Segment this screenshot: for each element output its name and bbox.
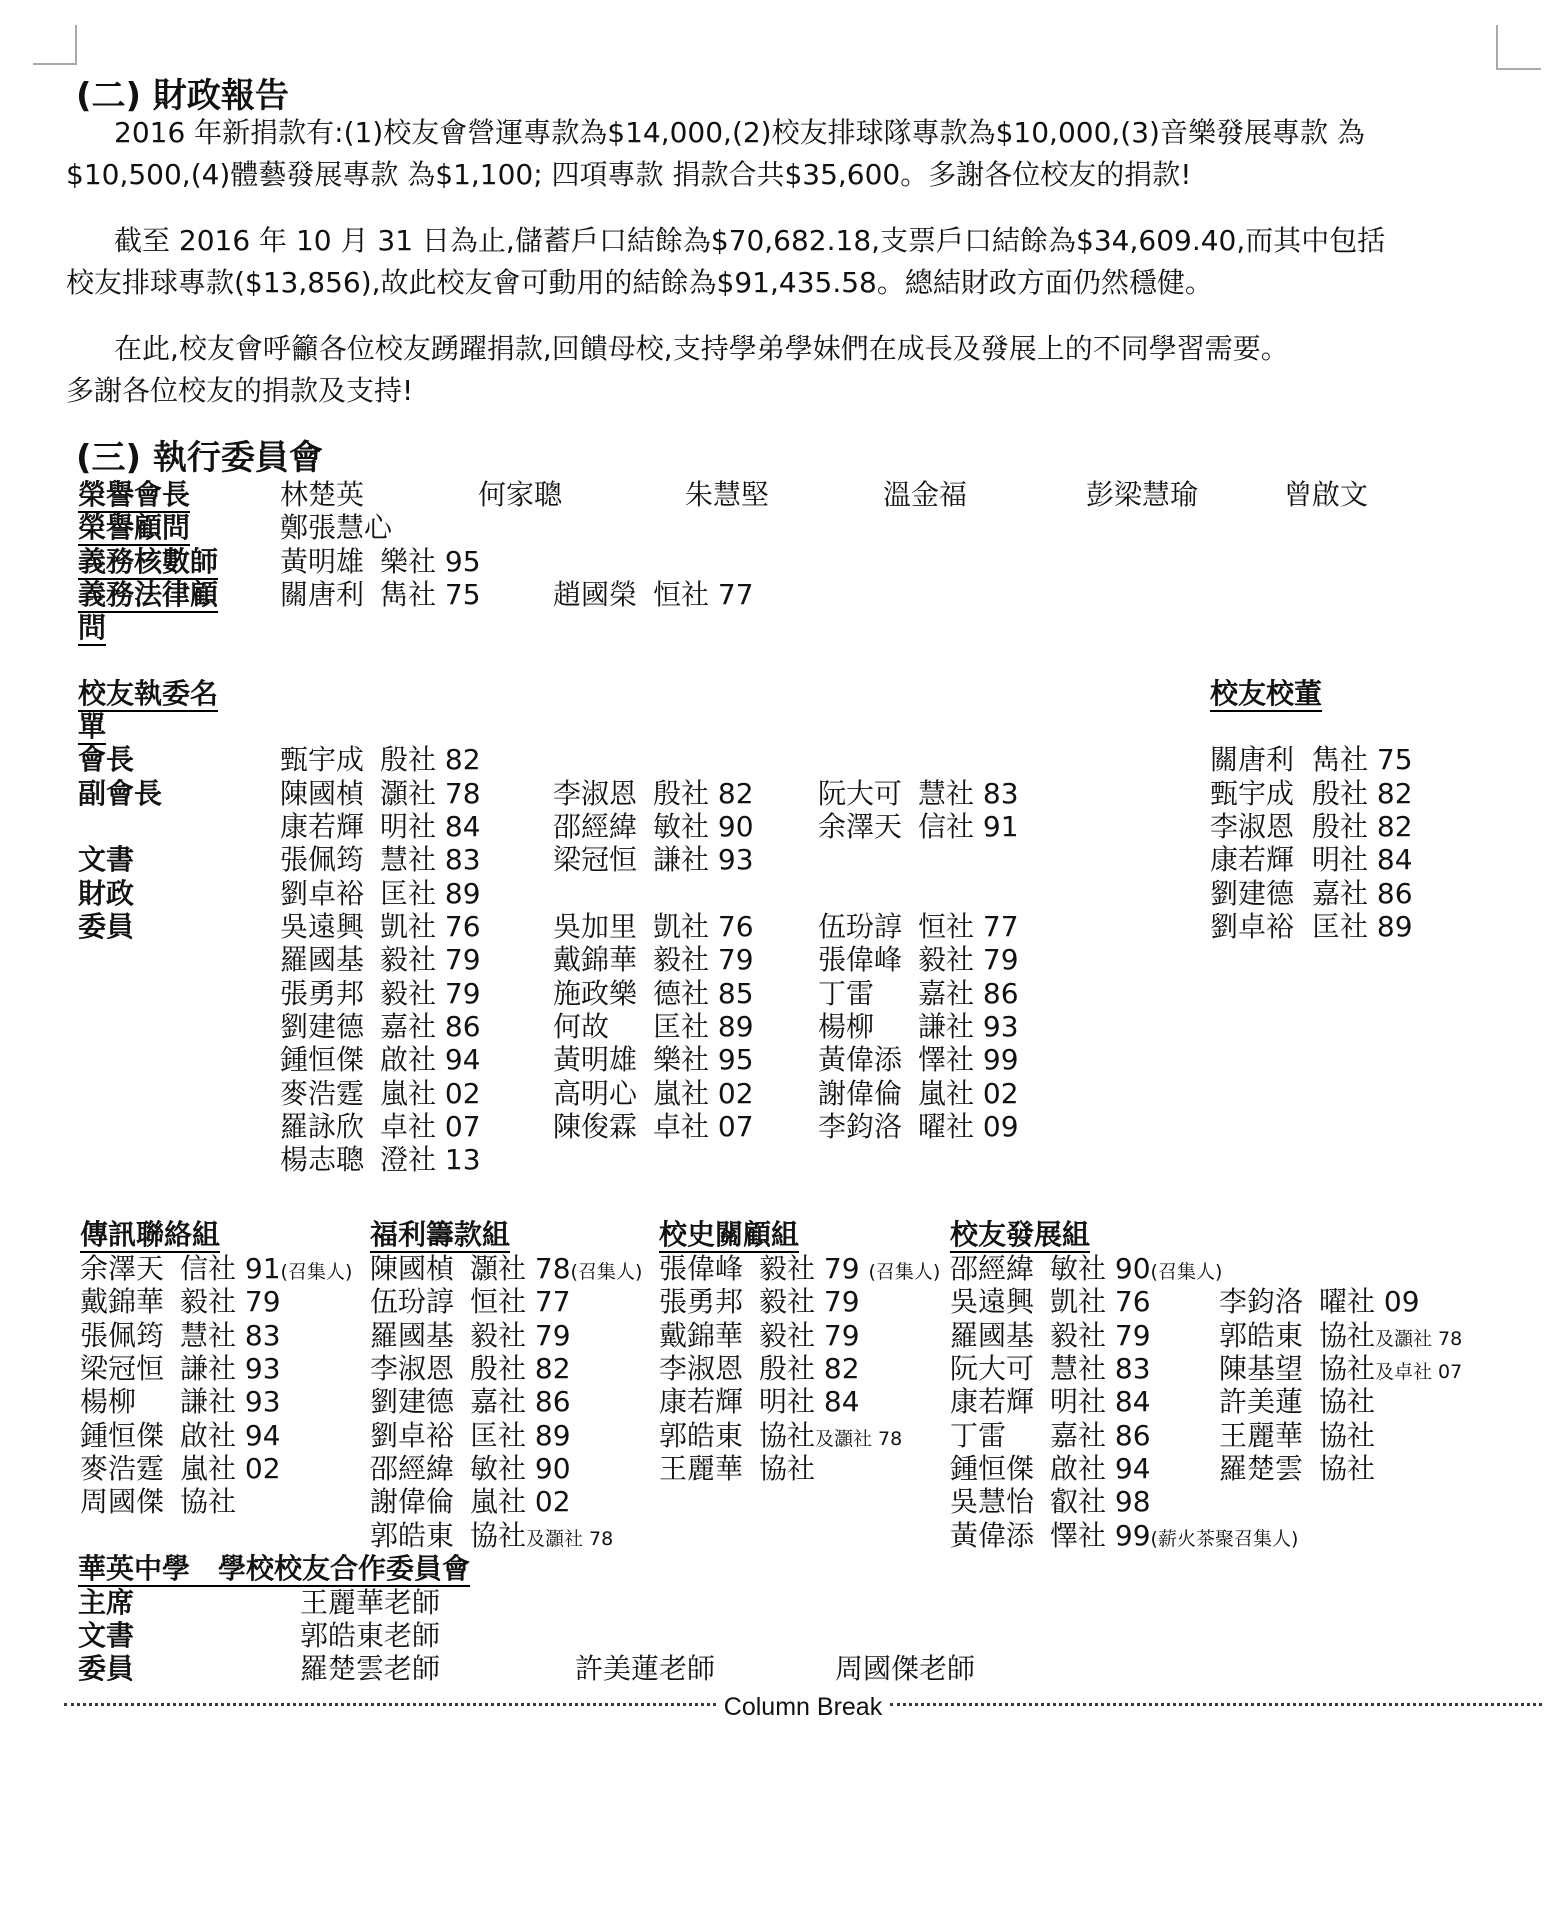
text-cell: 殷社 82 <box>470 1352 571 1385</box>
text-cell: 嵐社 02 <box>918 1077 1019 1110</box>
text-cell: 卓社 07 <box>380 1110 481 1143</box>
text-cell: 匡社 89 <box>1312 910 1413 943</box>
text-cell: 協社及灝社 78 <box>1319 1319 1463 1352</box>
text-cell: 信社 91(召集人) <box>180 1252 353 1285</box>
text-cell: 劉建德 <box>370 1385 455 1418</box>
text-cell: 陳國楨 <box>370 1252 455 1285</box>
text-cell: 王麗華老師 <box>300 1586 441 1619</box>
text-cell: 張佩筠 <box>80 1319 165 1352</box>
text-cell: 邵經緯 <box>370 1452 455 1485</box>
text-cell: 謙社 93 <box>918 1010 1019 1043</box>
role-treasurer: 財政 <box>78 877 135 910</box>
text-cell: 郭皓東 <box>1219 1319 1304 1352</box>
text-cell: 郭皓東 <box>370 1519 455 1552</box>
text-cell: 施政樂 <box>553 977 638 1010</box>
text-cell: 嵐社 02 <box>180 1452 281 1485</box>
text-cell: 嘉社 86 <box>1050 1419 1151 1452</box>
text-cell: 謙社 93 <box>180 1352 281 1385</box>
small-annotation: (召集人) <box>570 1261 643 1283</box>
role-chairman: 主席 <box>78 1586 135 1619</box>
text-cell: 毅社 79 <box>759 1319 860 1352</box>
text-cell: 敏社 90(召集人) <box>1050 1252 1223 1285</box>
small-annotation: 及灝社 78 <box>1375 1328 1463 1350</box>
text-cell: 吳遠興 <box>950 1285 1035 1318</box>
directors-heading: 校友校董 <box>1210 677 1323 710</box>
text-cell: 匡社 89 <box>380 877 481 910</box>
text-cell: 灝社 78(召集人) <box>470 1252 643 1285</box>
small-annotation: (薪火茶聚召集人) <box>1150 1528 1299 1550</box>
text-cell: 匡社 89 <box>653 1010 754 1043</box>
text-cell: 余澤天 <box>818 810 903 843</box>
text-cell: 劉卓裕 <box>1210 910 1295 943</box>
text-cell: 甄宇成 <box>1210 777 1295 810</box>
text-cell: 邵經緯 <box>950 1252 1035 1285</box>
text-cell: 丁雷 <box>818 977 875 1010</box>
text-cell: 啟社 94 <box>180 1419 281 1452</box>
text-cell: 謝偉倫 <box>370 1485 455 1518</box>
text-cell: 吳慧怡 <box>950 1485 1035 1518</box>
role-honorary-auditor: 義務核數師 <box>78 545 219 578</box>
text-cell: 黃明雄 <box>553 1043 638 1076</box>
role-vice-president: 副會長 <box>78 777 163 810</box>
role-honorary-advisor: 榮譽顧問 <box>78 511 191 544</box>
text-cell: 協社 <box>1319 1452 1376 1485</box>
text-cell: 趙國榮 <box>553 578 638 611</box>
role-president: 會長 <box>78 743 135 776</box>
column-break-label: Column Break <box>723 1693 883 1721</box>
text-cell: 吳遠興 <box>280 910 365 943</box>
text-cell: 王麗華 <box>1219 1419 1304 1452</box>
text-cell: 協社及灝社 78 <box>470 1519 614 1552</box>
text-cell: 戴錦華 <box>80 1285 165 1318</box>
text-cell: 謝偉倫 <box>818 1077 903 1110</box>
text-cell: 周國傑老師 <box>835 1652 976 1685</box>
text-cell: 明社 84 <box>1050 1385 1151 1418</box>
text-cell: 殷社 82 <box>1312 810 1413 843</box>
text-cell: 凱社 76 <box>653 910 754 943</box>
text-cell: 鍾恒傑 <box>280 1043 365 1076</box>
text-cell: 慧社 83 <box>1050 1352 1151 1385</box>
text-cell: 張佩筠 <box>280 843 365 876</box>
text-cell: 雋社 75 <box>1312 743 1413 776</box>
text-cell: 郭皓東老師 <box>300 1619 441 1652</box>
text-cell: 吳加里 <box>553 910 638 943</box>
text-cell: 李淑恩 <box>659 1352 744 1385</box>
text-cell: 協社及灝社 78 <box>759 1419 903 1452</box>
text-cell: 灝社 78 <box>380 777 481 810</box>
text-cell: 許美蓮老師 <box>575 1652 716 1685</box>
text-cell: 邵經緯 <box>553 810 638 843</box>
finance-report-heading: (二) 財政報告 <box>76 76 289 116</box>
text-cell: 伍玢諄 <box>370 1285 455 1318</box>
text-cell: 協社 <box>180 1485 237 1518</box>
text-cell: 嘉社 86 <box>918 977 1019 1010</box>
small-annotation: 及灝社 78 <box>815 1428 903 1450</box>
role-member: 委員 <box>78 1652 135 1685</box>
text-cell: 張勇邦 <box>659 1285 744 1318</box>
text-cell: 朱慧堅 <box>685 478 770 511</box>
text-cell: 羅楚雲老師 <box>300 1652 441 1685</box>
text-cell: 李鈞洛 <box>818 1110 903 1143</box>
text-cell: 慧社 83 <box>380 843 481 876</box>
text-cell: 鄭張慧心 <box>280 511 393 544</box>
text-cell: 殷社 82 <box>653 777 754 810</box>
text-cell: 曜社 09 <box>918 1110 1019 1143</box>
text-cell: 溫金福 <box>883 478 968 511</box>
text-cell: 劉卓裕 <box>280 877 365 910</box>
text-cell: 謙社 93 <box>653 843 754 876</box>
executive-committee-heading: (三) 執行委員會 <box>76 438 323 478</box>
text-cell: 毅社 79 <box>653 943 754 976</box>
text-cell: 戴錦華 <box>553 943 638 976</box>
text-cell: 劉建德 <box>280 1010 365 1043</box>
role-member: 委員 <box>78 910 135 943</box>
text-cell: 恒社 77 <box>470 1285 571 1318</box>
text-cell: 協社 <box>1319 1419 1376 1452</box>
text-cell: 楊柳 <box>80 1385 137 1418</box>
text-cell: 羅楚雲 <box>1219 1452 1304 1485</box>
text-cell: 麥浩霆 <box>280 1077 365 1110</box>
text-cell: 明社 84 <box>759 1385 860 1418</box>
text-cell: 謙社 93 <box>180 1385 281 1418</box>
text-cell: 林楚英 <box>280 478 365 511</box>
text-cell: 協社 <box>1319 1385 1376 1418</box>
text-cell: 毅社 79 <box>918 943 1019 976</box>
text-cell: 樂社 95 <box>653 1043 754 1076</box>
text-cell: 明社 84 <box>1312 843 1413 876</box>
text-cell: 黃偉添 <box>818 1043 903 1076</box>
text-cell: 康若輝 <box>950 1385 1035 1418</box>
text-cell: 楊柳 <box>818 1010 875 1043</box>
column-break-dotted-line <box>64 1703 716 1706</box>
text-cell: 羅國基 <box>950 1319 1035 1352</box>
text-cell: 李淑恩 <box>1210 810 1295 843</box>
text-cell: 梁冠恒 <box>80 1352 165 1385</box>
text-cell: 楊志聰 <box>280 1143 365 1176</box>
text-cell: 卓社 07 <box>653 1110 754 1143</box>
text-cell: 李淑恩 <box>553 777 638 810</box>
text-cell: 康若輝 <box>1210 843 1295 876</box>
text-cell: 麥浩霆 <box>80 1452 165 1485</box>
text-cell: 曜社 09 <box>1319 1285 1420 1318</box>
text-cell: 許美蓮 <box>1219 1385 1304 1418</box>
text-cell: 澄社 13 <box>380 1143 481 1176</box>
text-cell: 劉卓裕 <box>370 1419 455 1452</box>
text-cell: 懌社 99 <box>918 1043 1019 1076</box>
text-cell: 張偉峰 <box>818 943 903 976</box>
text-cell: 伍玢諄 <box>818 910 903 943</box>
text-cell: 協社 <box>759 1452 816 1485</box>
paragraph-line: 多謝各位校友的捐款及支持! <box>66 374 414 407</box>
text-cell: 何故 <box>553 1010 610 1043</box>
text-cell: 殷社 82 <box>759 1352 860 1385</box>
small-annotation: (召集人) <box>868 1261 941 1283</box>
text-cell: 嘉社 86 <box>470 1385 571 1418</box>
text-cell: 毅社 79 <box>470 1319 571 1352</box>
text-cell: 梁冠恒 <box>553 843 638 876</box>
text-cell: 康若輝 <box>659 1385 744 1418</box>
text-cell: 關唐利 <box>1210 743 1295 776</box>
text-cell: 毅社 79 <box>1050 1319 1151 1352</box>
text-cell: 嘉社 86 <box>1312 877 1413 910</box>
text-cell: 慧社 83 <box>180 1319 281 1352</box>
paragraph-line: 校友排球專款($13,856),故此校友會可動用的結餘為$91,435.58。總結財政方面仍然穩健。 <box>66 266 1213 299</box>
role-secretary: 文書 <box>78 843 135 876</box>
text-cell: 何家聰 <box>478 478 563 511</box>
role-honorary-legal-advisor-cont: 問 <box>78 611 107 644</box>
text-cell: 協社及卓社 07 <box>1319 1352 1463 1385</box>
text-cell: 凱社 76 <box>380 910 481 943</box>
text-cell: 恒社 77 <box>653 578 754 611</box>
text-cell: 張勇邦 <box>280 977 365 1010</box>
text-cell: 雋社 75 <box>380 578 481 611</box>
column-break-marker <box>64 1692 1542 1722</box>
text-cell: 郭皓東 <box>659 1419 744 1452</box>
paragraph-line: $10,500,(4)體藝發展專款 為$1,100; 四項專款 捐款合共$35,600。多謝各位校友的捐款! <box>66 158 1192 191</box>
group-heading-alumni-development: 校友發展組 <box>950 1218 1091 1251</box>
group-heading-welfare-fundraising: 福利籌款組 <box>370 1218 511 1251</box>
text-cell: 鍾恒傑 <box>950 1452 1035 1485</box>
text-cell: 叡社 98 <box>1050 1485 1151 1518</box>
paragraph-line: 截至 2016 年 10 月 31 日為止,儲蓄戶口結餘為$70,682.18,支票戶口結餘為$34,609.40,而其中包括 <box>114 224 1386 257</box>
text-cell: 康若輝 <box>280 810 365 843</box>
text-cell: 余澤天 <box>80 1252 165 1285</box>
small-annotation: (召集人) <box>1150 1261 1223 1283</box>
text-cell: 敏社 90 <box>653 810 754 843</box>
exec-list-heading-cont: 單 <box>78 710 107 743</box>
paragraph-line: 2016 年新捐款有:(1)校友會營運專款為$14,000,(2)校友排球隊專款為$10,000,(3)音樂發展專款 為 <box>114 116 1365 149</box>
group-heading-school-history: 校史關顧組 <box>659 1218 800 1251</box>
text-cell: 阮大可 <box>950 1352 1035 1385</box>
text-cell: 彭梁慧瑜 <box>1086 478 1199 511</box>
text-cell: 羅詠欣 <box>280 1110 365 1143</box>
text-cell: 王麗華 <box>659 1452 744 1485</box>
text-cell: 羅國基 <box>280 943 365 976</box>
text-cell: 毅社 79 <box>180 1285 281 1318</box>
text-cell: 敏社 90 <box>470 1452 571 1485</box>
text-cell: 陳俊霖 <box>553 1110 638 1143</box>
text-cell: 甄宇成 <box>280 743 365 776</box>
text-cell: 樂社 95 <box>380 545 481 578</box>
text-cell: 懌社 99(薪火茶聚召集人) <box>1050 1519 1299 1552</box>
text-cell: 黃偉添 <box>950 1519 1035 1552</box>
text-cell: 周國傑 <box>80 1485 165 1518</box>
text-cell: 毅社 79 (召集人) <box>759 1252 941 1285</box>
text-cell: 劉建德 <box>1210 877 1295 910</box>
text-cell: 戴錦華 <box>659 1319 744 1352</box>
text-cell: 嘉社 86 <box>380 1010 481 1043</box>
text-cell: 啟社 94 <box>1050 1452 1151 1485</box>
text-cell: 黃明雄 <box>280 545 365 578</box>
text-cell: 凱社 76 <box>1050 1285 1151 1318</box>
text-cell: 殷社 82 <box>380 743 481 776</box>
text-cell: 啟社 94 <box>380 1043 481 1076</box>
text-cell: 嵐社 02 <box>653 1077 754 1110</box>
text-cell: 曾啟文 <box>1284 478 1369 511</box>
text-cell: 德社 85 <box>653 977 754 1010</box>
text-cell: 關唐利 <box>280 578 365 611</box>
text-cell: 張偉峰 <box>659 1252 744 1285</box>
text-cell: 陳國楨 <box>280 777 365 810</box>
role-honorary-president: 榮譽會長 <box>78 478 191 511</box>
text-cell: 鍾恒傑 <box>80 1419 165 1452</box>
role-secretary: 文書 <box>78 1619 135 1652</box>
text-cell: 慧社 83 <box>918 777 1019 810</box>
small-annotation: 及灝社 78 <box>526 1528 614 1550</box>
text-cell: 恒社 77 <box>918 910 1019 943</box>
text-cell: 匡社 89 <box>470 1419 571 1452</box>
small-annotation: (召集人) <box>280 1261 353 1283</box>
group-heading-communications: 傳訊聯絡組 <box>80 1218 221 1251</box>
school-committee-heading: 華英中學 學校校友合作委員會 <box>78 1552 471 1585</box>
text-cell: 殷社 82 <box>1312 777 1413 810</box>
text-cell: 羅國基 <box>370 1319 455 1352</box>
text-cell: 嵐社 02 <box>470 1485 571 1518</box>
text-cell: 毅社 79 <box>380 977 481 1010</box>
text-cell: 嵐社 02 <box>380 1077 481 1110</box>
text-cell: 明社 84 <box>380 810 481 843</box>
text-cell: 毅社 79 <box>759 1285 860 1318</box>
paragraph-line: 在此,校友會呼籲各位校友踴躍捐款,回饋母校,支持學弟學妹們在成長及發展上的不同學習需要。 <box>114 332 1289 365</box>
role-honorary-legal-advisor: 義務法律顧 <box>78 578 219 611</box>
text-cell: 阮大可 <box>818 777 903 810</box>
text-cell: 高明心 <box>553 1077 638 1110</box>
text-cell: 信社 91 <box>918 810 1019 843</box>
text-cell: 毅社 79 <box>380 943 481 976</box>
column-break-dotted-line <box>890 1703 1542 1706</box>
text-cell: 李淑恩 <box>370 1352 455 1385</box>
text-cell: 陳基望 <box>1219 1352 1304 1385</box>
text-cell: 李鈞洛 <box>1219 1285 1304 1318</box>
small-annotation: 及卓社 07 <box>1375 1361 1463 1383</box>
exec-list-heading: 校友執委名 <box>78 677 219 710</box>
text-cell: 丁雷 <box>950 1419 1007 1452</box>
